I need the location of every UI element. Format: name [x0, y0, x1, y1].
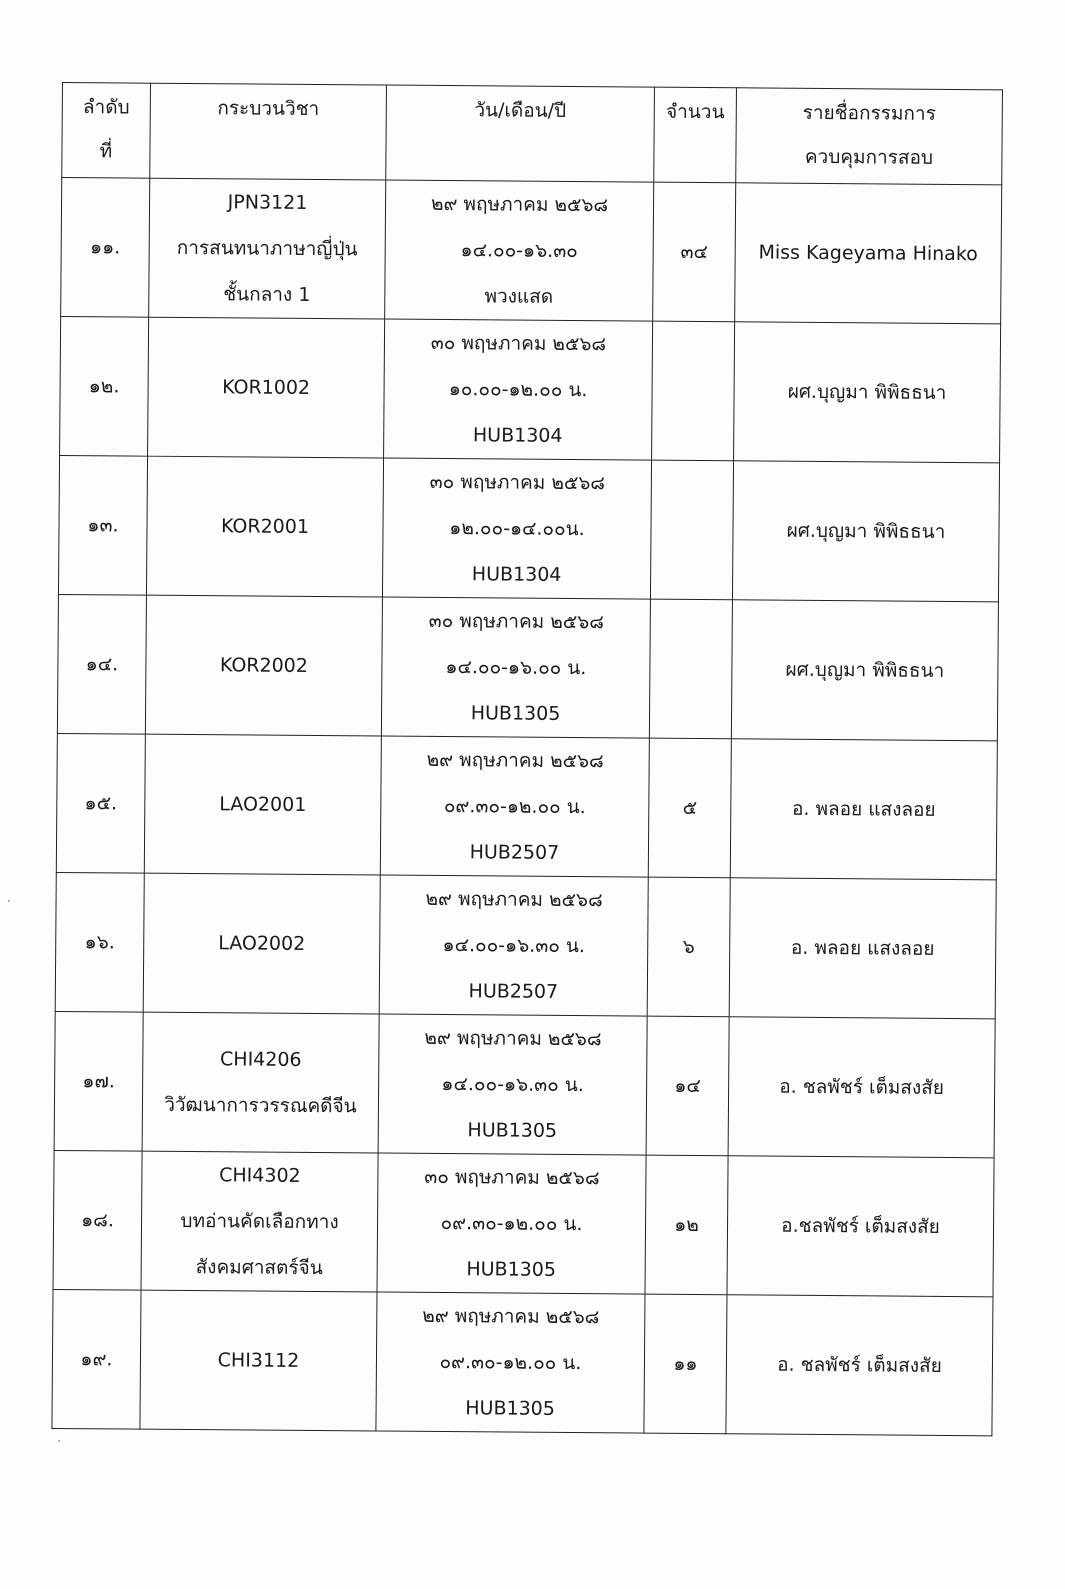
student-count-cell — [644, 1294, 727, 1434]
student-count — [657, 391, 730, 392]
header-no: ลำดับ ที่ — [62, 83, 151, 179]
student-count-cell — [650, 460, 733, 600]
row-number: ๑๙. — [80, 1348, 113, 1371]
header-committee: รายชื่อกรรมการ ควบคุมการสอบ — [736, 88, 1003, 185]
row-number: ๑๑. — [90, 236, 121, 259]
exam-time: ๐๙.๓๐-๑๒.๐๐ น. — [439, 1351, 582, 1375]
course-cell — [143, 873, 380, 1014]
course-code: CHI4206 — [219, 1048, 302, 1071]
exam-date: ๓๐ พฤษภาคม ๒๕๖๘ — [428, 609, 605, 634]
exam-time: ๐๙.๓๐-๑๒.๐๐ น. — [443, 795, 586, 819]
row-number: ๑๔. — [85, 653, 119, 676]
course-code: KOR2001 — [220, 515, 310, 538]
student-count-cell — [647, 877, 730, 1017]
committee-name: อ. พลอย แสงลอย — [791, 797, 936, 821]
date-time-room-cell — [378, 1014, 647, 1155]
committee-cell — [727, 1156, 994, 1297]
committee-name: Miss Kageyama Hinako — [758, 241, 978, 266]
exam-time: ๐๙.๓๐-๑๒.๐๐ น. — [440, 1212, 583, 1236]
committee-cell — [732, 461, 999, 602]
course-code: CHI4302 — [219, 1164, 301, 1187]
exam-schedule-table — [51, 82, 1003, 1436]
header-count: จำนวน — [654, 87, 737, 183]
row-number: ๑๗. — [82, 1070, 115, 1093]
student-count — [656, 530, 729, 531]
exam-time: ๑๔.๐๐-๑๖.๐๐ น. — [445, 656, 587, 680]
row-number-cell — [52, 1289, 141, 1429]
committee-cell — [726, 1295, 993, 1436]
course-cell — [142, 1012, 379, 1153]
committee-cell — [731, 600, 998, 741]
table-row — [52, 1289, 993, 1435]
course-code: JPN3121 — [227, 191, 308, 214]
exam-date: ๒๙ พฤษภาคม ๒๕๖๘ — [424, 1026, 602, 1051]
course-code: KOR1002 — [222, 376, 311, 399]
student-count-cell — [645, 1155, 728, 1295]
exam-time: ๑๒.๐๐-๑๔.๐๐น. — [449, 517, 585, 541]
committee-name: อ. ชลพัชร์ เต็มสงสัย — [779, 1075, 945, 1099]
course-cell — [140, 1290, 377, 1431]
exam-date: ๒๙ พฤษภาคม ๒๕๖๘ — [426, 748, 604, 773]
date-time-room-cell — [385, 180, 654, 321]
exam-time: ๑๔.๐๐-๑๖.๓๐ — [460, 239, 578, 263]
course-name-line: ชั้นกลาง 1 — [223, 283, 311, 306]
course-code: CHI3112 — [217, 1349, 300, 1372]
scan-speck — [58, 1440, 60, 1442]
student-count: ๑๒ — [674, 1213, 699, 1237]
row-number-cell — [60, 316, 149, 456]
date-time-room-cell — [377, 1153, 646, 1294]
student-count-cell — [649, 599, 732, 739]
committee-name: ผศ.บุญมา พิพิธธนา — [786, 519, 946, 543]
student-count: ๖ — [682, 935, 695, 958]
exam-time: ๑๐.๐๐-๑๒.๐๐ น. — [448, 378, 588, 402]
committee-name: อ.ชลพัชร์ เต็มสงสัย — [781, 1214, 940, 1238]
committee-cell — [734, 322, 1001, 463]
exam-room: HUB2507 — [469, 841, 560, 864]
course-cell — [148, 317, 385, 458]
exam-date: ๓๐ พฤษภาคม ๒๕๖๘ — [430, 331, 607, 356]
row-number: ๑๒. — [88, 375, 120, 398]
course-cell — [141, 1151, 378, 1292]
table-row — [54, 1011, 995, 1157]
table-row — [58, 455, 999, 601]
student-count-cell — [648, 738, 731, 878]
exam-date: ๒๙ พฤษภาคม ๒๕๖๘ — [430, 192, 609, 217]
row-number: ๑๕. — [84, 792, 118, 815]
student-count — [654, 669, 727, 670]
exam-room: HUB1304 — [472, 424, 563, 447]
date-time-room-cell — [381, 597, 650, 738]
date-time-room-cell — [384, 319, 653, 460]
exam-room: HUB1305 — [470, 702, 561, 725]
committee-cell — [730, 739, 997, 880]
table-row — [60, 316, 1001, 462]
student-count-cell — [652, 321, 735, 461]
committee-name: อ. พลอย แสงลอย — [790, 936, 935, 960]
course-name-line: การสนทนาภาษาญี่ปุ่น — [176, 236, 358, 261]
exam-room: พวงแสด — [484, 285, 554, 308]
course-code: LAO2002 — [218, 932, 306, 955]
committee-name: อ. ชลพัชร์ เต็มสงสัย — [777, 1353, 942, 1377]
row-number-cell — [61, 178, 150, 318]
course-code: KOR2002 — [219, 654, 308, 677]
header-course: กระบวนวิชา — [150, 83, 387, 180]
student-count: ๑๑ — [673, 1352, 698, 1376]
student-count-cell — [646, 1016, 729, 1156]
exam-time: ๑๔.๐๐-๑๖.๓๐ น. — [441, 1073, 584, 1097]
table-body — [52, 178, 1002, 1436]
student-count: ๓๔ — [680, 240, 708, 264]
exam-date: ๒๙ พฤษภาคม ๒๕๖๘ — [425, 887, 603, 912]
row-number: ๑๘. — [81, 1209, 115, 1232]
course-cell — [145, 595, 382, 736]
date-time-room-cell — [382, 458, 651, 599]
header-date: วัน/เดือน/ปี — [386, 85, 655, 182]
course-name-line: สังคมศาสตร์จีน — [195, 1256, 323, 1280]
course-cell — [149, 178, 386, 319]
course-name-line: วิวัฒนาการวรรณคดีจีน — [164, 1093, 357, 1118]
committee-cell — [735, 183, 1002, 324]
committee-name: ผศ.บุญมา พิพิธธนา — [787, 380, 947, 404]
course-name-line: บทอ่านคัดเลือกทาง — [180, 1209, 339, 1234]
exam-time: ๑๔.๐๐-๑๖.๓๐ น. — [442, 934, 585, 958]
exam-room: HUB1305 — [465, 1397, 555, 1420]
exam-date: ๒๙ พฤษภาคม ๒๕๖๘ — [422, 1304, 600, 1329]
exam-date: ๓๐ พฤษภาคม ๒๕๖๘ — [429, 470, 606, 495]
committee-cell — [729, 878, 996, 1019]
row-number-cell — [56, 733, 145, 873]
course-code: LAO2001 — [219, 793, 307, 816]
exam-room: HUB1305 — [467, 1119, 558, 1142]
table-row — [55, 872, 996, 1018]
course-cell — [146, 456, 383, 597]
table-row — [53, 1150, 994, 1296]
row-number-cell — [58, 455, 147, 595]
row-number: ๑๓. — [87, 514, 119, 537]
student-count-cell — [653, 182, 736, 322]
committee-name: ผศ.บุญมา พิพิธธนา — [785, 658, 945, 682]
table-row — [56, 733, 997, 879]
date-time-room-cell — [379, 875, 648, 1016]
committee-cell — [728, 1017, 995, 1158]
date-time-room-cell — [376, 1292, 645, 1433]
row-number-cell — [53, 1150, 142, 1290]
scan-speck — [8, 900, 10, 902]
exam-date: ๓๐ พฤษภาคม ๒๕๖๘ — [424, 1165, 600, 1190]
row-number-cell — [54, 1011, 143, 1151]
student-count: ๑๔ — [674, 1074, 701, 1098]
table-header-row — [62, 83, 1003, 185]
table-row — [57, 594, 998, 740]
table-row — [61, 178, 1002, 324]
row-number: ๑๖. — [84, 931, 115, 954]
row-number-cell — [57, 594, 146, 734]
exam-room: HUB1305 — [466, 1258, 557, 1281]
exam-room: HUB1304 — [471, 563, 562, 586]
course-cell — [144, 734, 381, 875]
row-number-cell — [55, 872, 144, 1012]
student-count: ๕ — [682, 796, 698, 820]
date-time-room-cell — [380, 736, 649, 877]
exam-room: HUB2507 — [468, 980, 559, 1003]
